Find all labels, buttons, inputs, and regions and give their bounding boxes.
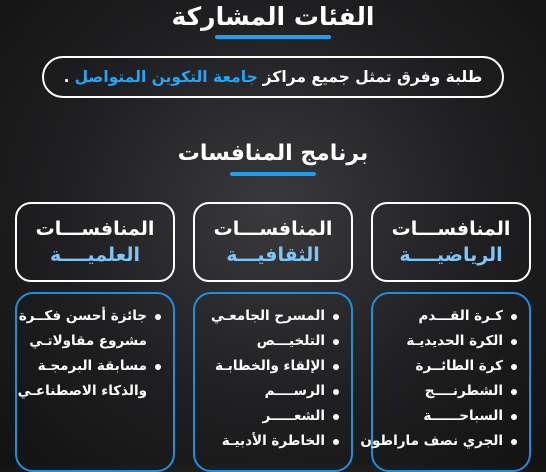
page-title: الفئات المشاركة	[171, 2, 375, 31]
list-item: الشعـــــر	[205, 404, 339, 429]
list-item: والذكاء الاصطناعـي	[17, 383, 147, 399]
scientific-competitions-list	[15, 292, 175, 472]
list-item: التلخيـــص	[205, 329, 339, 354]
list-item: السباحــــــة	[383, 404, 517, 429]
list-item: المسرح الجامعـي	[205, 304, 339, 329]
list-item: جائزة أحسن فكــرة	[27, 304, 161, 329]
category-title: المنافســـات	[35, 218, 155, 240]
list-item: مسابقة البرمجـة	[27, 354, 161, 379]
category-sports	[371, 202, 531, 282]
list-item: كـرة القـــدم	[383, 304, 517, 329]
list-item: الخاطرة الأدبيـة	[205, 429, 339, 454]
bullet-icon	[511, 339, 517, 345]
program-underline	[230, 172, 316, 176]
bullet-icon	[511, 364, 517, 370]
category-cultural	[193, 202, 353, 282]
bullet-icon	[511, 414, 517, 420]
bullet-icon	[333, 389, 339, 395]
bullet-icon	[155, 364, 161, 370]
list-item: الإلقاء والخطابـة	[205, 354, 339, 379]
list-item: كرة الطائــرة	[383, 354, 517, 379]
category-subtitle: الرياضيــــة	[399, 244, 503, 266]
bullet-icon	[511, 439, 517, 445]
bullet-icon	[511, 389, 517, 395]
bullet-icon	[155, 314, 161, 320]
category-title: المنافســـات	[213, 218, 333, 240]
list-item: مشروع مقاولاتـي	[29, 333, 147, 349]
bullet-icon	[333, 339, 339, 345]
description-suffix: .	[63, 68, 70, 86]
list-item: الشطرنــــج	[383, 379, 517, 404]
description-prefix: طلبة وفرق تمثل جميع مراكز	[262, 68, 483, 86]
program-title: برنامج المنافسات	[177, 141, 369, 166]
list-item: الكرة الحديديـة	[383, 329, 517, 354]
category-subtitle: العلميــــة	[49, 244, 141, 266]
bullet-icon	[333, 364, 339, 370]
sports-competitions-list	[360, 292, 531, 472]
category-subtitle: الثقافيـــة	[226, 244, 320, 266]
university-name: جامعة التكوين المتواصل	[74, 68, 258, 86]
bullet-icon	[333, 314, 339, 320]
list-item: الرســــم	[205, 379, 339, 404]
bullet-icon	[333, 439, 339, 445]
cultural-competitions-list	[193, 292, 353, 472]
bullet-icon	[333, 414, 339, 420]
category-science	[15, 202, 175, 282]
participants-description	[42, 56, 504, 98]
list-item: الجري نصف ماراطون	[383, 429, 517, 454]
title-underline	[215, 35, 331, 39]
category-title: المنافســـات	[391, 218, 511, 240]
bullet-icon	[511, 314, 517, 320]
